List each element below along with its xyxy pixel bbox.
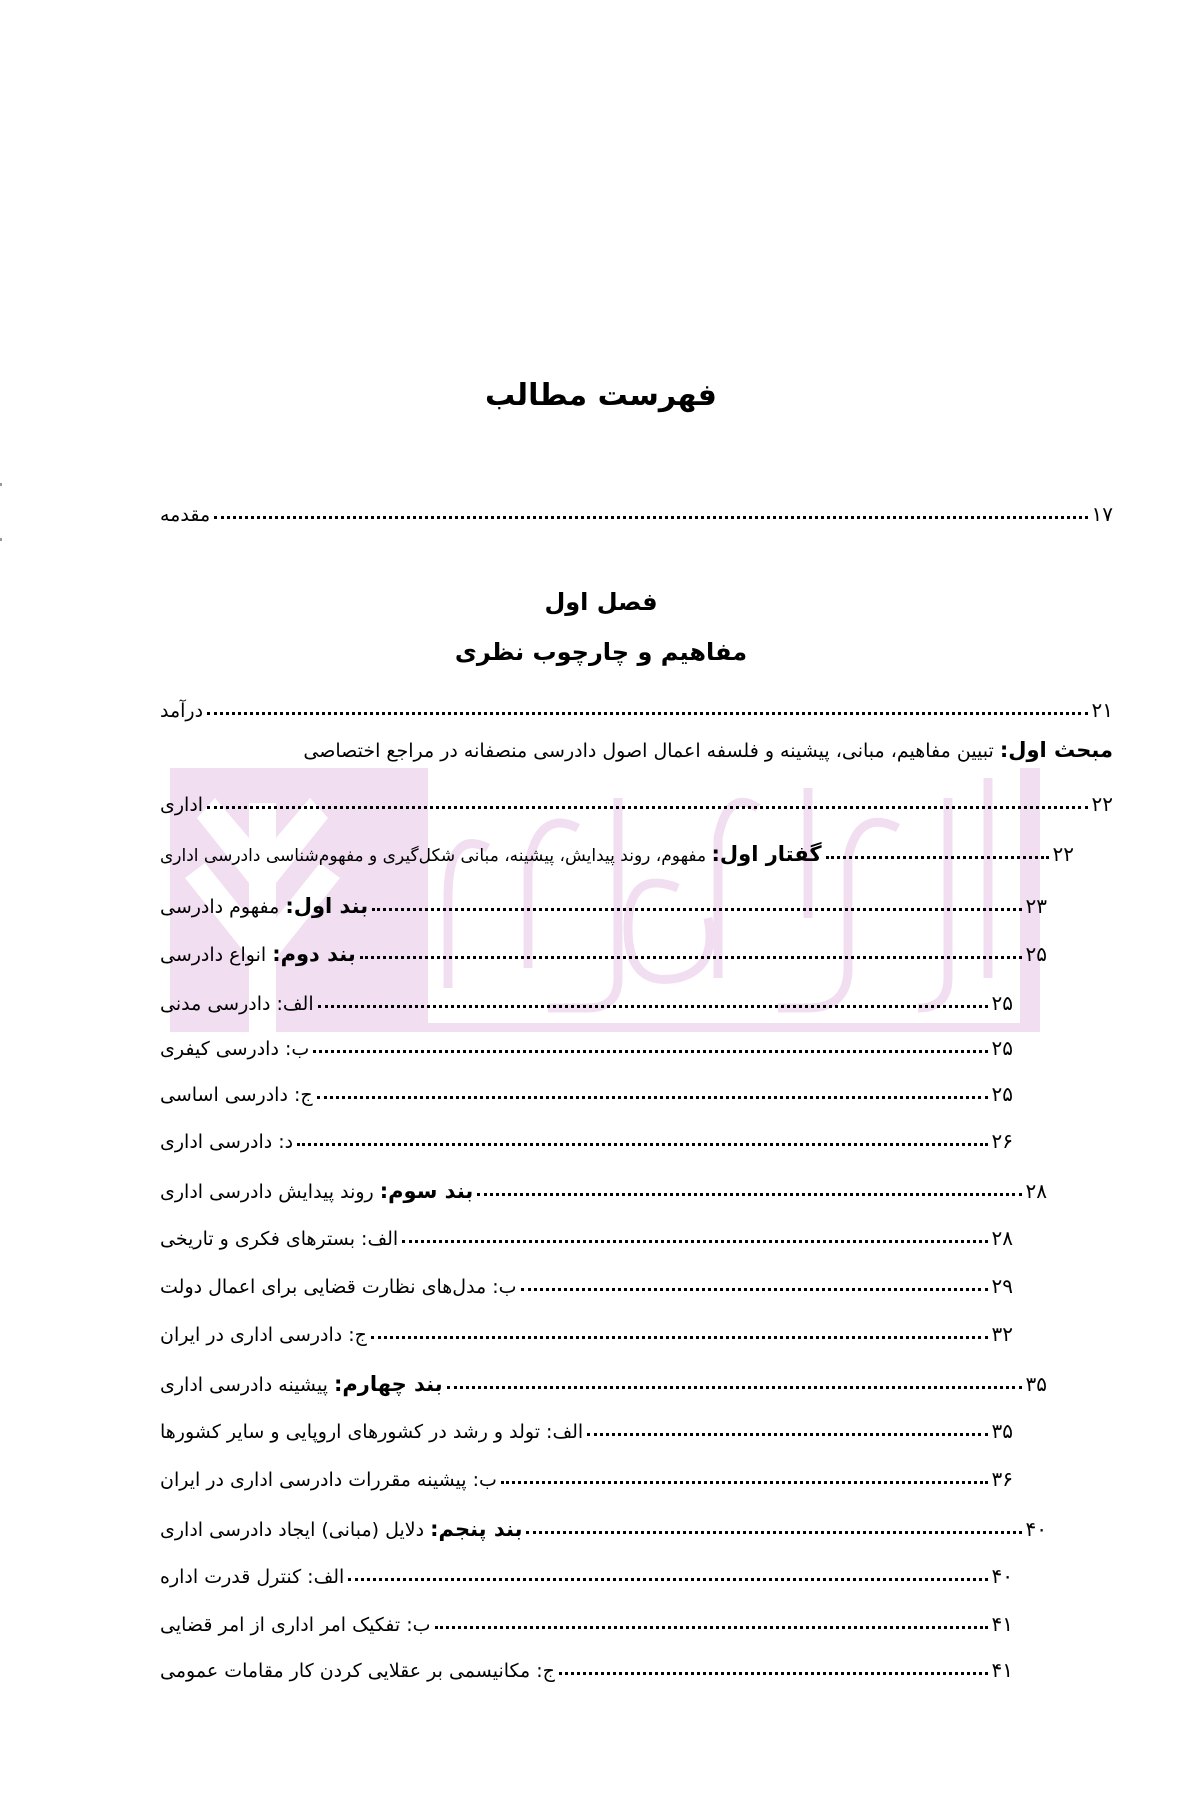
toc-leader-dots [207, 806, 1087, 809]
toc-entry-label: مقدمه [160, 504, 211, 526]
toc-page-number: ۴۰ [991, 1564, 1013, 1588]
toc-leader-dots [372, 908, 1021, 911]
toc-entry-section1-line1[interactable] [303, 738, 1113, 762]
toc-entry-text: د: دادرسی اداری [160, 1131, 294, 1153]
toc-page-number: ۲۵ [1025, 942, 1047, 966]
toc-entry[interactable] [160, 1026, 1013, 1060]
toc-entry-label: درآمد [160, 700, 204, 722]
toc-entry-label [160, 993, 314, 1015]
scan-edge-mark [0, 483, 2, 486]
toc-entry-label [160, 1614, 431, 1636]
toc-entry-label [160, 1469, 497, 1491]
toc-page-number: ۲۵ [991, 991, 1013, 1015]
toc-entry[interactable] [160, 1602, 1013, 1636]
toc-entry[interactable] [160, 1119, 1013, 1153]
toc-entry-text: الف: بسترهای فکری و تاریخی [160, 1228, 399, 1250]
toc-entry[interactable] [160, 1169, 1047, 1203]
toc-page-number: ۱۷ [1091, 502, 1113, 526]
toc-entry-intro[interactable] [160, 492, 1113, 526]
toc-entry-label [160, 1660, 555, 1682]
toc-page-number: ۲۲ [1052, 842, 1074, 866]
toc-leader-dots [447, 1386, 1022, 1389]
toc-page-number: ۲۱ [1091, 698, 1113, 722]
toc-entry-prefix: گفتار اول: [711, 842, 822, 866]
toc-entry-prefix: بند اول: [285, 894, 369, 918]
toc-entry[interactable] [160, 1507, 1047, 1541]
toc-entry[interactable] [160, 1554, 1013, 1588]
page-title: فهرست مطالب [485, 378, 717, 413]
toc-leader-dots [526, 1531, 1021, 1534]
toc-page-number: ۲۹ [991, 1274, 1013, 1298]
toc-entry-text: الف: کنترل قدرت اداره [160, 1566, 345, 1588]
toc-entry-text: ب: مدل‌های نظارت قضایی برای اعمال دولت [160, 1276, 517, 1298]
toc-entry-label [160, 1084, 313, 1106]
toc-page-number: ۳۵ [991, 1419, 1013, 1443]
chapter-title: مفاهیم و چارچوب نظری [454, 638, 748, 666]
toc-entry-label [160, 1131, 293, 1153]
toc-leader-dots [435, 1626, 988, 1629]
toc-page-number: ۲۲ [1091, 792, 1113, 816]
toc-entry-label [160, 1372, 443, 1396]
toc-entry[interactable] [160, 1362, 1047, 1396]
toc-leader-dots [826, 856, 1049, 859]
toc-entry[interactable] [160, 932, 1047, 966]
toc-entry-section1-line2[interactable] [160, 782, 1113, 816]
toc-entry-text: ج: دادرسی اداری در ایران [160, 1324, 367, 1346]
toc-entry[interactable] [160, 1264, 1013, 1298]
toc-entry[interactable] [160, 832, 1074, 866]
toc-entry-label [160, 1566, 344, 1588]
toc-leader-dots [207, 712, 1087, 715]
toc-entry[interactable] [160, 1457, 1013, 1491]
toc-page-number: ۴۰ [1025, 1517, 1047, 1541]
toc-leader-dots [559, 1672, 988, 1675]
toc-entry-text: پیشینه دادرسی اداری [160, 1374, 328, 1396]
toc-entry-text: ب: تفکیک امر اداری از امر قضایی [160, 1614, 431, 1636]
toc-entry-text: انواع دادرسی [160, 944, 267, 966]
toc-page-number: ۴۱ [991, 1612, 1013, 1636]
toc-entry-text: ج: دادرسی اساسی [160, 1084, 313, 1106]
toc-leader-dots [318, 1005, 988, 1008]
toc-entry-prefix: مبحث اول: [999, 738, 1113, 762]
toc-entry[interactable] [160, 1409, 1013, 1443]
toc-entry-text: الف: دادرسی مدنی [160, 993, 314, 1015]
toc-entry[interactable] [160, 884, 1047, 918]
toc-entry-label [160, 942, 356, 966]
toc-leader-dots [214, 516, 1087, 519]
toc-page-number: ۲۸ [1025, 1179, 1047, 1203]
toc-entry-text: دلایل (مبانی) ایجاد دادرسی اداری [160, 1519, 425, 1541]
toc-entry-prefix: بند دوم: [272, 942, 356, 966]
chapter-label: فصل اول [544, 588, 658, 616]
toc-entry-text: مفهوم دادرسی [160, 896, 280, 918]
toc-leader-dots [360, 956, 1022, 959]
toc-entry-text: مفهوم، روند پیدایش، پیشینه، مبانی شکل‌گیری و مفهوم‌شناسی دادرسی اداری [160, 846, 707, 866]
toc-entry-preface[interactable] [160, 688, 1113, 722]
toc-entry-text: ب: دادرسی کیفری [160, 1038, 310, 1060]
toc-entry-label: اداری [160, 794, 204, 816]
toc-entry[interactable] [160, 1312, 1013, 1346]
toc-entry-label [160, 1038, 309, 1060]
toc-entry-prefix: بند سوم: [379, 1179, 474, 1203]
toc-page-number: ۴۱ [991, 1658, 1013, 1682]
toc-entry-text: ج: مکانیسمی بر عقلایی کردن کار مقامات عمومی [160, 1660, 555, 1682]
toc-entry-label [160, 1228, 398, 1250]
toc-leader-dots [317, 1096, 988, 1099]
toc-entry[interactable] [160, 1648, 1013, 1682]
toc-entry-label [160, 894, 368, 918]
toc-entry-text: ب: پیشینه مقررات دادرسی اداری در ایران [160, 1469, 497, 1491]
toc-entry-label [160, 1324, 367, 1346]
toc-leader-dots [402, 1240, 987, 1243]
toc-page-number: ۲۳ [1025, 894, 1047, 918]
toc-entry-label [160, 842, 822, 866]
toc-page-number: ۲۸ [991, 1226, 1013, 1250]
toc-page-number: ۲۶ [991, 1129, 1013, 1153]
toc-page-number: ۳۵ [1025, 1372, 1047, 1396]
toc-leader-dots [521, 1288, 988, 1291]
toc-entry-prefix: بند چهارم: [333, 1372, 443, 1396]
toc-page-number: ۲۵ [991, 1082, 1013, 1106]
toc-page-number: ۳۶ [991, 1467, 1013, 1491]
toc-leader-dots [297, 1143, 987, 1146]
toc-entry-label [160, 1517, 522, 1541]
toc-leader-dots [587, 1433, 987, 1436]
toc-page-number: ۳۲ [991, 1322, 1013, 1346]
toc-leader-dots [371, 1336, 988, 1339]
toc-entry-prefix: بند پنجم: [430, 1517, 523, 1541]
toc-entry[interactable] [160, 981, 1013, 1015]
toc-leader-dots [477, 1193, 1021, 1196]
toc-leader-dots [501, 1481, 988, 1484]
toc-entry-label [160, 1179, 473, 1203]
scan-edge-mark [0, 538, 2, 541]
toc-leader-dots [313, 1050, 987, 1053]
toc-entry-text: روند پیدایش دادرسی اداری [160, 1181, 374, 1203]
toc-page-number: ۲۵ [991, 1036, 1013, 1060]
toc-entry-label [160, 1421, 583, 1443]
toc-entry-text: الف: تولد و رشد در کشورهای اروپایی و سایر کشورها [160, 1421, 584, 1443]
toc-entry[interactable] [160, 1072, 1013, 1106]
toc-entry-text: تبیین مفاهیم، مبانی، پیشینه و فلسفه اعمال اصول دادرسی منصفانه در مراجع اختصاصی [303, 740, 994, 762]
toc-entry[interactable] [160, 1216, 1013, 1250]
toc-leader-dots [348, 1578, 987, 1581]
toc-entry-label [160, 1276, 517, 1298]
